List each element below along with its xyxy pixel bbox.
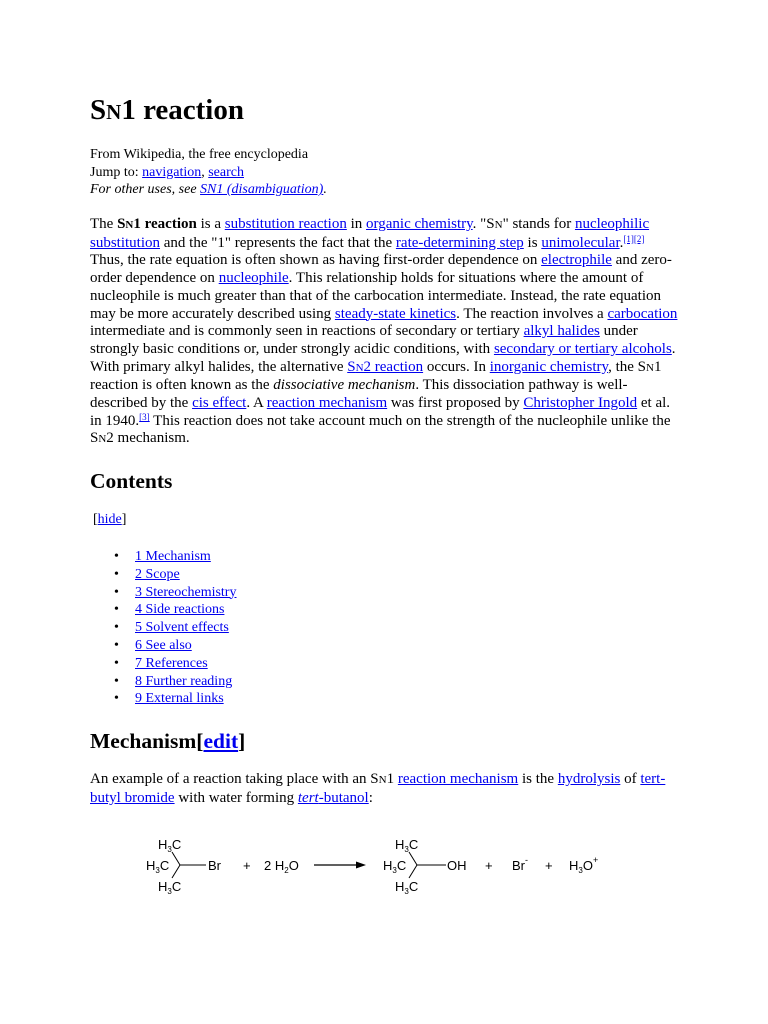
bullet: • bbox=[114, 549, 119, 564]
hatnote: For other uses, see SN1 (disambiguation). bbox=[90, 182, 327, 197]
mechanism-paragraph: An example of a reaction taking place with an SN1 reaction mechanism is the hydrolysis of tert-butyl bromide with water forming tert-butanol: bbox=[90, 771, 666, 806]
table-of-contents bbox=[90, 548, 236, 708]
plus-sign: + bbox=[243, 858, 251, 873]
bullet: • bbox=[114, 691, 119, 707]
product-tert-butanol bbox=[383, 837, 467, 896]
nucleophilic-substitution-link[interactable]: nucleophilic substitution bbox=[90, 216, 650, 251]
intro-paragraph: The SN1 reaction is a substitution reaction in organic chemistry. "SN" stands for nucleophilic substitution and the "1" represents the fact that the rate-determining step is unimolecular.[1][2] Thus, the rate equation is often shown as having first-order dependence on electrophile and zero-order dependence on nucleophile. This relationship holds for situations where the amount of nucleophile is much greater than that of the carbocation intermediate. Instead, the rate equation may be more accurately described using steady-state kinetics. The reaction involves a carbocation intermediate and is commonly seen in reactions of secondary or tertiary alkyl halides under strongly basic conditions or, under strongly acidic conditions, with secondary or tertiary alcohols. With primary alkyl halides, the alternative SN2 reaction occurs. In inorganic chemistry, the SN1 reaction is often known as the dissociative mechanism. This dissociation pathway is well-described by the cis effect. A reaction mechanism was first proposed by Christopher Ingold et al. in 1940.[3] This reaction does not take account much on the strength of the nucleophile unlike the SN2 mechanism. bbox=[90, 216, 678, 447]
alkyl-halides-link[interactable]: alkyl halides bbox=[523, 323, 600, 340]
toc-link-external-links[interactable]: 9 External links bbox=[135, 691, 224, 707]
toc-link-scope[interactable]: 2 Scope bbox=[135, 566, 180, 582]
toc-link-solvent-effects[interactable]: 5 Solvent effects bbox=[135, 620, 229, 636]
title-s: S bbox=[90, 94, 107, 126]
substitution-link[interactable]: substitution reaction bbox=[224, 216, 347, 232]
svg-text:H3C: $H_3C$ bbox=[158, 837, 182, 854]
unimolecular-link[interactable]: unimolecular bbox=[541, 234, 620, 251]
reactant-tert-butyl-bromide bbox=[146, 837, 222, 896]
inorganic-chemistry-link[interactable]: inorganic chemistry bbox=[489, 358, 609, 375]
cis-effect-link[interactable]: cis effect bbox=[192, 395, 247, 412]
svg-text:H3C: $H_3C$ bbox=[146, 858, 170, 875]
christopher-ingold-link[interactable]: Christopher Ingold bbox=[523, 395, 638, 412]
svg-text:H3C: $H_3C$ bbox=[383, 858, 407, 875]
tert-butanol-link[interactable]: tert-butanol bbox=[297, 789, 369, 806]
svg-text:H3C: $H_3C$ bbox=[158, 879, 182, 896]
reaction-arrow bbox=[314, 862, 366, 869]
contents-heading: Contents bbox=[90, 469, 173, 493]
site-subtitle: From Wikipedia, the free encyclopedia bbox=[90, 147, 309, 162]
plus-sign: + bbox=[485, 858, 493, 873]
hide-toc-link[interactable]: hide bbox=[97, 512, 122, 527]
page-title bbox=[90, 92, 244, 130]
toc-link-see-also[interactable]: 6 See also bbox=[135, 637, 192, 653]
plus-sign: + bbox=[545, 858, 553, 873]
sn2-reaction-link[interactable]: SN2 reaction bbox=[347, 358, 424, 375]
tert-butyl-bromide-link[interactable]: tert-butyl bromide bbox=[90, 771, 666, 806]
bullet: • bbox=[114, 602, 119, 618]
bullet: • bbox=[114, 673, 119, 689]
hydrolysis-link[interactable]: hydrolysis bbox=[557, 771, 621, 787]
svg-text:H3C: $H_3C$ bbox=[395, 879, 419, 896]
toc-item bbox=[90, 566, 236, 584]
reference-3[interactable]: [3] bbox=[139, 411, 150, 422]
article-meta bbox=[90, 146, 327, 199]
title-n: N bbox=[106, 100, 122, 124]
reaction-scheme bbox=[142, 830, 612, 905]
bond bbox=[172, 852, 180, 865]
svg-text:H3C: $H_3C$ bbox=[395, 837, 419, 854]
disambiguation-link[interactable]: SN1 (disambiguation) bbox=[200, 182, 324, 197]
carbocation-link[interactable]: carbocation bbox=[607, 305, 678, 322]
toc-link-mechanism[interactable]: 1 Mechanism bbox=[135, 549, 211, 564]
toc-item bbox=[90, 690, 236, 708]
bullet: • bbox=[114, 566, 119, 582]
bromide-ion: Br- bbox=[512, 855, 528, 873]
toc-item bbox=[90, 655, 236, 673]
bullet: • bbox=[114, 637, 119, 653]
organic-chemistry-link[interactable]: organic chemistry bbox=[366, 216, 473, 232]
bullet: • bbox=[114, 655, 119, 671]
mechanism-heading: Mechanism[edit] bbox=[90, 729, 246, 753]
toc-item bbox=[90, 637, 236, 655]
toc-link-references[interactable]: 7 References bbox=[135, 655, 208, 671]
nucleophile-link[interactable]: nucleophile bbox=[218, 270, 289, 287]
toc-link-further-reading[interactable]: 8 Further reading bbox=[135, 673, 233, 689]
jump-to: Jump to: navigation, search bbox=[90, 164, 244, 180]
svg-text:Br: Br bbox=[208, 858, 221, 873]
reference-1-2[interactable]: [1][2] bbox=[623, 233, 645, 244]
bullet: • bbox=[114, 620, 119, 636]
toc-item bbox=[90, 584, 236, 602]
toc-link-stereochemistry[interactable]: 3 Stereochemistry bbox=[135, 584, 237, 600]
toc-item bbox=[90, 548, 236, 566]
water-reagent: 2 $H_2O$ bbox=[264, 858, 299, 875]
toc-toggle: [hide] bbox=[93, 512, 127, 527]
toc-item bbox=[90, 619, 236, 637]
navigation-link[interactable]: navigation bbox=[142, 164, 202, 180]
steady-state-kinetics-link[interactable]: steady-state kinetics bbox=[334, 305, 457, 322]
svg-text:OH: OH bbox=[447, 858, 467, 873]
toc-item bbox=[90, 601, 236, 619]
bold-term: SN1 reaction bbox=[117, 216, 197, 232]
title-rest: 1 reaction bbox=[121, 94, 244, 126]
reaction-mechanism-link-2[interactable]: reaction mechanism bbox=[397, 771, 519, 787]
bond bbox=[409, 865, 417, 878]
dissociative-mechanism-term: dissociative mechanism bbox=[273, 377, 416, 394]
electrophile-link[interactable]: electrophile bbox=[541, 252, 612, 269]
toc-link-side-reactions[interactable]: 4 Side reactions bbox=[135, 602, 225, 618]
bullet: • bbox=[114, 584, 119, 600]
alcohols-link[interactable]: secondary or tertiary alcohols bbox=[493, 340, 672, 357]
bond bbox=[409, 852, 417, 865]
bond bbox=[172, 865, 180, 878]
toc-item bbox=[90, 673, 236, 691]
rate-determining-step-link[interactable]: rate-determining step bbox=[395, 234, 524, 251]
reaction-mechanism-link[interactable]: reaction mechanism bbox=[266, 395, 388, 412]
hydronium-ion: $H_3O^+$ bbox=[569, 855, 599, 875]
edit-section-link[interactable]: edit bbox=[203, 729, 239, 753]
search-link[interactable]: search bbox=[208, 164, 244, 180]
